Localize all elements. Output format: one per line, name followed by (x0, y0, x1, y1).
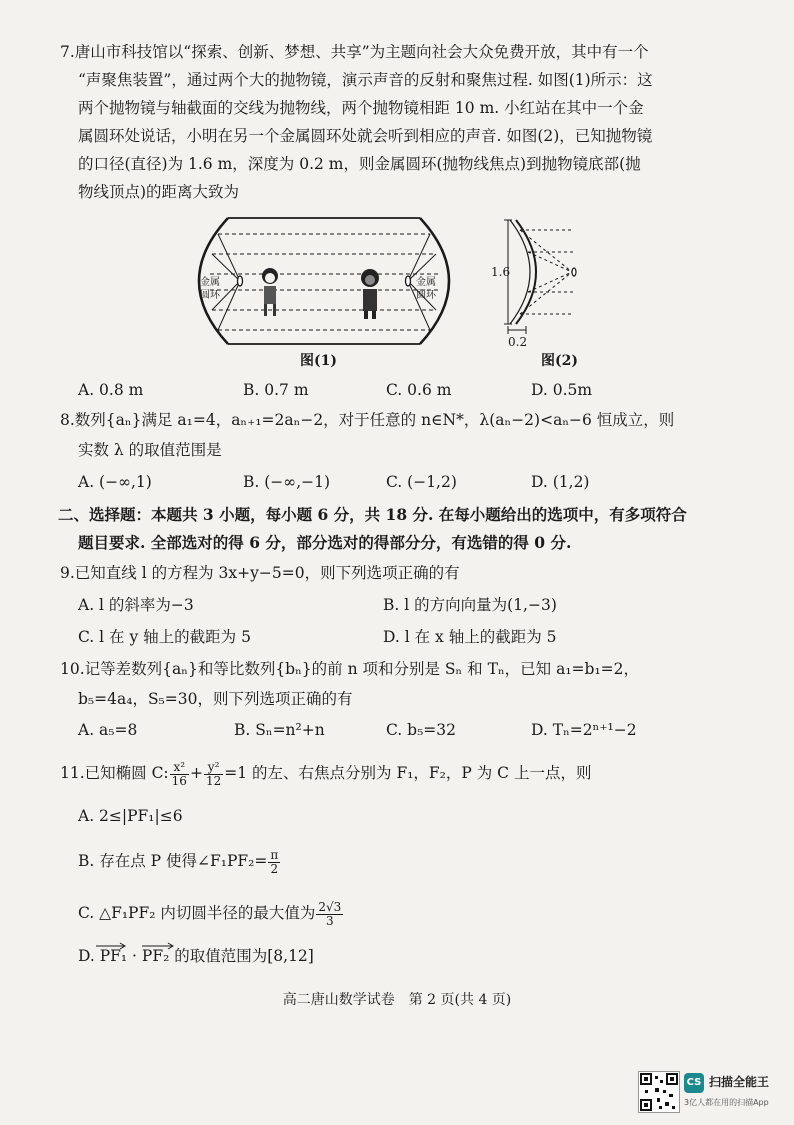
camscanner-logo-icon: CS (684, 1073, 704, 1093)
fig2-depth-label: 0.2 (508, 335, 528, 349)
camscanner-name: 扫描全能王 (709, 1075, 770, 1089)
q10-line-1: 10.记等差数列{aₙ}和等比数列{bₙ}的前 n 项和分别是 Sₙ 和 Tₙ，已知 a₁=b₁=2， (60, 660, 640, 678)
q11-option-c-text: C. △F₁PF₂ 内切圆半径的最大值为 (78, 904, 316, 922)
figure-2-caption: 图(2) (541, 353, 578, 369)
section-2-line-2: 题目要求. 全部选对的得 6 分，部分选对的得部分分，有选错的得 0 分. (78, 533, 572, 552)
q7-line-4: 属圆环处说话，小明在另一个金属圆环处就会听到相应的声音. 如图(2)，已知抛物镜 (78, 127, 653, 145)
q11-frac-x-num: x² (170, 761, 189, 775)
qr-code-icon (638, 1071, 680, 1113)
camscanner-tagline: 3亿人都在用的扫描App (684, 1098, 769, 1107)
q11-frac-x (170, 761, 189, 788)
q11-option-b-num: π (270, 847, 279, 862)
figure-1-caption: 图(1) (300, 353, 337, 369)
q7-line-5: 的口径(直径)为 1.6 m，深度为 0.2 m，则金属圆环(抛物线焦点)到抛物镜底部(抛 (78, 155, 641, 173)
q10-line-2: b₅=4a₄，S₅=30，则下列选项正确的有 (78, 690, 353, 708)
q11-option-c-num: 2√3 (318, 899, 342, 914)
q11-plus: + (189, 764, 203, 782)
q9-stem: 9.已知直线 l 的方程为 3x+y−5=0，则下列选项正确的有 (60, 564, 460, 582)
q7-line-6: 物线顶点)的距离大致为 (78, 183, 240, 201)
q7-option-d: D. 0.5m (531, 381, 593, 399)
q10-option-a: A. a₅=8 (78, 721, 138, 739)
q7-line-1: 7.唐山市科技馆以“探索、创新、梦想、共享”为主题向社会大众免费开放，其中有一个 (60, 43, 649, 61)
figure-1-parabolic-mirrors (188, 212, 460, 350)
q11-stem-post: =1 的左、右焦点分别为 F₁，F₂，P 为 C 上一点，则 (224, 764, 592, 782)
q8-line-2: 实数 λ 的取值范围是 (78, 441, 222, 459)
boy-figure-icon (361, 269, 379, 319)
q11-frac-y (204, 761, 223, 788)
q11-stem-pre: 11.已知椭圆 C: (60, 764, 169, 782)
q11-option-b-text: B. 存在点 P 使得∠F₁PF₂= (78, 852, 268, 870)
fig2-diameter-label: 1.6 (491, 265, 511, 279)
q10-option-c: C. b₅=32 (386, 721, 457, 739)
vector-arrow-marks (94, 940, 214, 950)
fig1-right-label-1: 金属 (416, 277, 436, 288)
q7-line-2: “声聚焦装置”，通过两个大的抛物镜，演示声音的反射和聚焦过程. 如图(1)所示：这 (78, 71, 653, 89)
q11-option-b (78, 846, 281, 876)
q9-option-a: A. l 的斜率为−3 (78, 596, 194, 614)
q7-option-a: A. 0.8 m (78, 381, 144, 399)
q9-option-b: B. l 的方向向量为(1,−3) (383, 596, 557, 614)
q10-option-d: D. Tₙ=2ⁿ⁺¹−2 (531, 721, 637, 739)
q8-line-1: 8.数列{aₙ}满足 a₁=4，aₙ₊₁=2aₙ−2，对于任意的 n∈N*，λ(aₙ−2)<aₙ−6 恒成立，则 (60, 411, 675, 429)
q11-option-b-den: 2 (270, 861, 279, 876)
q8-option-c: C. (−1,2) (386, 473, 457, 491)
page-footer: 高二唐山数学试卷 第 2 页(共 4 页) (282, 992, 512, 1008)
q11-option-c-den: 3 (326, 913, 334, 928)
q8-option-d: D. (1,2) (531, 473, 590, 491)
fig1-left-label-2: 圆环 (200, 290, 220, 301)
section-2-line-1: 二、选择题：本题共 3 小题，每小题 6 分，共 18 分. 在每小题给出的选项中，有多项符合 (58, 505, 687, 524)
q11-frac-y-den: 12 (205, 773, 222, 788)
q9-option-d: D. l 在 x 轴上的截距为 5 (383, 628, 557, 646)
q11-stem (60, 758, 591, 788)
q10-option-b: B. Sₙ=n²+n (234, 721, 325, 739)
q11-option-c (78, 898, 344, 928)
q7-line-3: 两个抛物镜与轴截面的交线为抛物线，两个抛物镜相距 10 m. 小红站在其中一个金 (78, 99, 644, 117)
girl-figure-icon (262, 268, 278, 316)
q8-option-a: A. (−∞,1) (78, 473, 152, 491)
q9-option-c: C. l 在 y 轴上的截距为 5 (78, 628, 251, 646)
fig1-right-label-2: 圆环 (416, 290, 436, 301)
q11-option-d: D. PF₁ · PF₂ 的取值范围为[8,12] (78, 947, 314, 965)
q11-option-b-frac (268, 849, 280, 876)
fig1-left-label-1: 金属 (200, 277, 220, 288)
q11-option-c-frac (316, 901, 343, 928)
q11-frac-x-den: 16 (171, 773, 187, 788)
figure-2-parabola-dimensions (490, 212, 590, 350)
q7-option-b: B. 0.7 m (243, 381, 309, 399)
q8-option-b: B. (−∞,−1) (243, 473, 331, 491)
q11-option-a: A. 2≤|PF₁|≤6 (78, 807, 183, 825)
q7-option-c: C. 0.6 m (386, 381, 452, 399)
q11-frac-y-num: y² (204, 761, 223, 775)
